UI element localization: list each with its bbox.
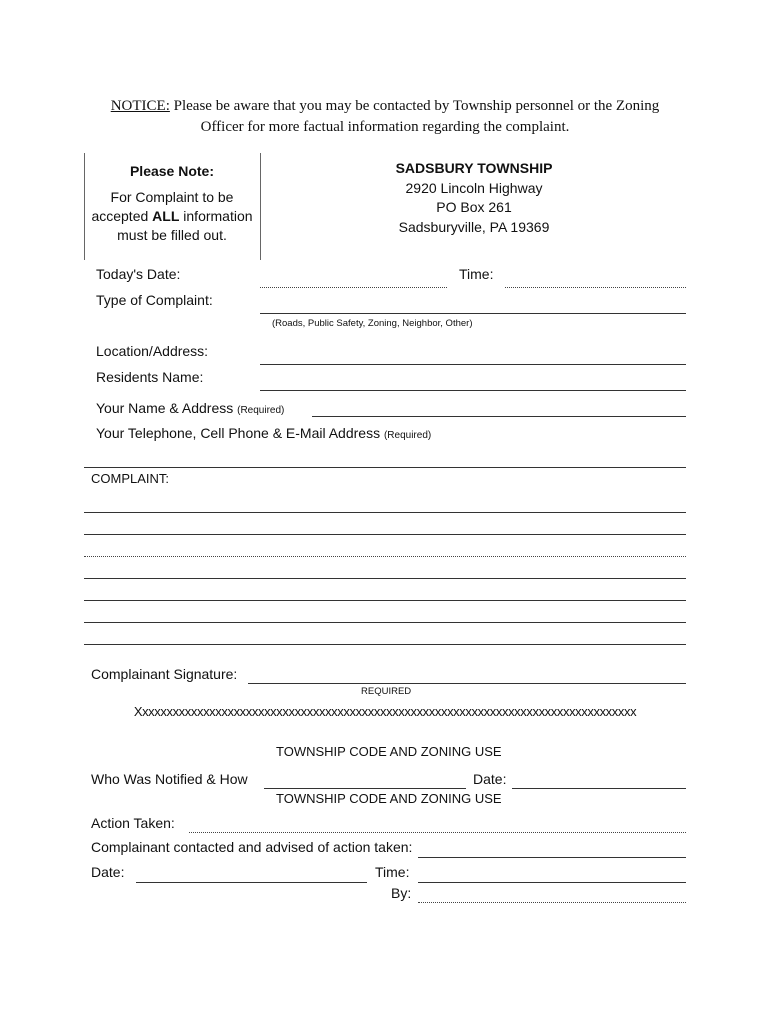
- please-note-pre: accepted: [91, 208, 153, 224]
- action-time-label: Time:: [375, 864, 410, 880]
- signature-field[interactable]: [248, 683, 686, 684]
- action-date-label: Date:: [91, 864, 125, 880]
- complaint-line-2[interactable]: [84, 534, 686, 535]
- residents-name-label: Residents Name:: [96, 369, 204, 385]
- your-name-text: Your Name & Address: [96, 400, 234, 416]
- please-note-line-1: For Complaint to be: [110, 189, 234, 205]
- notice-label: NOTICE:: [110, 98, 170, 114]
- separator-x-line: Xxxxxxxxxxxxxxxxxxxxxxxxxxxxxxxxxxxxxxxxxxxxxxxxxxxxxxxxxxxxxxxxxxxxxxxxxxxxxxxxxx: [133, 704, 637, 719]
- contacted-label: Complainant contacted and advised of action taken:: [91, 839, 413, 855]
- please-note: [86, 162, 258, 245]
- please-note-title: Please Note:: [129, 163, 215, 179]
- township-street: 2920 Lincoln Highway: [405, 179, 543, 196]
- action-time-field[interactable]: [418, 882, 686, 883]
- complaint-line-6[interactable]: [84, 622, 686, 623]
- your-phone-required: (Required): [383, 430, 432, 441]
- location-field[interactable]: [260, 364, 686, 365]
- complaint-line-7[interactable]: [84, 644, 686, 645]
- please-note-post: information: [179, 208, 253, 224]
- notified-date-field[interactable]: [512, 788, 686, 789]
- action-taken-field[interactable]: [189, 832, 686, 833]
- township-address: [360, 159, 588, 237]
- notice-text-1: Please be aware that you may be contacted by Township personnel or the Zoning: [169, 98, 660, 114]
- your-phone-text: Your Telephone, Cell Phone & E-Mail Address: [96, 425, 381, 441]
- your-phone-label: [96, 425, 431, 441]
- action-date-field[interactable]: [136, 882, 367, 883]
- by-label: By:: [391, 885, 412, 901]
- residents-name-field[interactable]: [260, 390, 686, 391]
- location-label: Location/Address:: [96, 343, 209, 359]
- your-name-field[interactable]: [312, 416, 686, 417]
- notice-line-1: [60, 96, 710, 117]
- complaint-line-1[interactable]: [84, 512, 686, 513]
- notice-line-2: Officer for more factual information regarding the complaint.: [200, 119, 570, 135]
- signature-required: REQUIRED: [361, 686, 412, 697]
- todays-date-label: Today's Date:: [96, 266, 181, 282]
- complaint-line-5[interactable]: [84, 600, 686, 601]
- contacted-field[interactable]: [418, 857, 686, 858]
- note-box-left-rule: [84, 153, 85, 260]
- complaint-label: COMPLAINT:: [91, 471, 170, 486]
- time-field[interactable]: [505, 287, 686, 288]
- by-field[interactable]: [418, 902, 686, 903]
- township-city: Sadsburyville, PA 19369: [398, 218, 550, 235]
- complaint-line-4[interactable]: [84, 578, 686, 579]
- office-heading-2: TOWNSHIP CODE AND ZONING USE: [276, 791, 502, 806]
- type-of-complaint-field[interactable]: [260, 313, 686, 314]
- office-heading-1: TOWNSHIP CODE AND ZONING USE: [276, 744, 502, 759]
- who-notified-field[interactable]: [264, 788, 466, 789]
- your-phone-field[interactable]: [84, 467, 686, 468]
- action-taken-label: Action Taken:: [91, 815, 175, 831]
- notice: [60, 96, 710, 138]
- type-of-complaint-hint: (Roads, Public Safety, Zoning, Neighbor, Other): [272, 318, 473, 329]
- please-note-line-3: must be filled out.: [117, 227, 227, 243]
- time-label: Time:: [459, 266, 494, 282]
- please-note-all: ALL: [152, 208, 180, 224]
- complaint-line-3[interactable]: [84, 556, 686, 557]
- who-notified-label: Who Was Notified & How: [91, 771, 248, 787]
- your-name-required: (Required): [237, 405, 285, 416]
- todays-date-field[interactable]: [260, 287, 447, 288]
- your-name-label: [96, 400, 284, 416]
- signature-label: Complainant Signature:: [91, 666, 238, 682]
- township-pobox: PO Box 261: [436, 199, 512, 215]
- notified-date-label: Date:: [473, 771, 507, 787]
- note-box-right-rule: [260, 153, 261, 260]
- please-note-line-2: [86, 207, 258, 226]
- township-name: SADSBURY TOWNSHIP: [395, 160, 553, 176]
- type-of-complaint-label: Type of Complaint:: [96, 292, 213, 308]
